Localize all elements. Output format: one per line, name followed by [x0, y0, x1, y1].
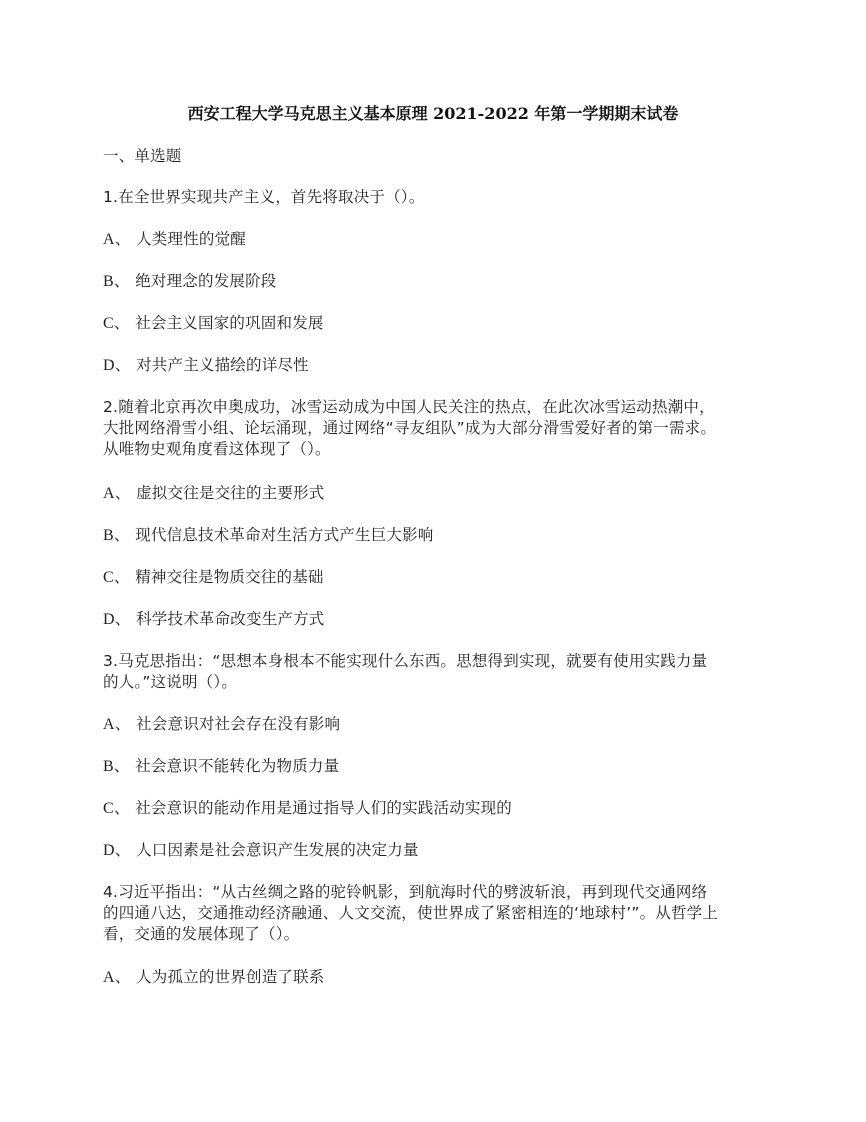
question-1-option-a [103, 229, 773, 250]
option-letter: C、 [103, 569, 131, 586]
option-text: 对共产主义描绘的详尽性 [130, 356, 309, 374]
question-1-option-b [103, 271, 773, 292]
option-text: 社会意识的能动作用是通过指导人们的实践活动实现的 [130, 799, 513, 817]
option-letter: A、 [103, 716, 131, 733]
option-text: 精神交往是物质交往的基础 [130, 568, 324, 586]
question-3-stem-line-2: 的人。”这说明（）。 [103, 673, 238, 691]
option-letter: D、 [103, 357, 131, 374]
question-3-stem-line-1: 3.马克思指出：“思想本身根本不能实现什么东西。思想得到实现，就要有使用实践力量 [103, 652, 708, 670]
question-2-stem-line-1: 2.随着北京再次申奥成功，冰雪运动成为中国人民关注的热点，在此次冰雪运动热潮中， [103, 398, 715, 416]
option-letter: D、 [103, 842, 131, 859]
question-2-option-a [103, 483, 773, 504]
option-text: 社会主义国家的巩固和发展 [130, 314, 324, 332]
document-title: 西安工程大学马克思主义基本原理 2021-2022 年第一学期期末试卷 [187, 104, 679, 123]
option-letter: A、 [103, 231, 131, 248]
question-2-option-d [103, 609, 773, 630]
option-letter: C、 [103, 315, 131, 332]
option-text: 人口因素是社会意识产生发展的决定力量 [130, 841, 419, 859]
option-letter: B、 [103, 527, 131, 544]
option-text: 绝对理念的发展阶段 [130, 272, 277, 290]
question-2-stem-line-3: 从唯物史观角度看这体现了（）。 [103, 440, 331, 458]
option-text: 社会意识对社会存在没有影响 [130, 715, 341, 733]
option-letter: B、 [103, 273, 131, 290]
question-4-option-a [103, 967, 773, 988]
question-3-option-b [103, 756, 773, 777]
question-1-option-d [103, 355, 773, 376]
question-3-option-d [103, 840, 773, 861]
question-4-stem-line-2: 的四通八达，交通推动经济融通、人文交流，使世界成了紧密相连的‘地球村’”。从哲学上 [103, 904, 719, 922]
option-text: 现代信息技术革命对生活方式产生巨大影响 [130, 526, 434, 544]
option-letter: A、 [103, 485, 131, 502]
option-text: 人类理性的觉醒 [130, 230, 246, 248]
option-letter: A、 [103, 969, 131, 986]
question-3-option-c [103, 798, 773, 819]
question-2-option-b [103, 525, 773, 546]
option-letter: C、 [103, 800, 131, 817]
option-text: 虚拟交往是交往的主要形式 [130, 484, 325, 502]
option-letter: D、 [103, 611, 131, 628]
question-1-option-c [103, 313, 773, 334]
section-heading: 一、单选题 [103, 147, 182, 165]
question-4-stem-line-3: 看，交通的发展体现了（）。 [103, 925, 300, 943]
option-text: 人为孤立的世界创造了联系 [130, 968, 325, 986]
option-text: 社会意识不能转化为物质力量 [130, 757, 340, 775]
option-letter: B、 [103, 758, 131, 775]
question-2-option-c [103, 567, 773, 588]
question-1-stem: 1.在全世界实现共产主义，首先将取决于（）。 [103, 188, 425, 206]
question-4-stem-line-1: 4.习近平指出：“从古丝绸之路的驼铃帆影，到航海时代的劈波斩浪，再到现代交通网络 [103, 883, 708, 901]
question-2-stem-line-2: 大批网络滑雪小组、论坛涌现，通过网络“寻友组队”成为大部分滑雪爱好者的第一需求。 [103, 419, 717, 437]
question-3-option-a [103, 714, 773, 735]
option-text: 科学技术革命改变生产方式 [130, 610, 325, 628]
